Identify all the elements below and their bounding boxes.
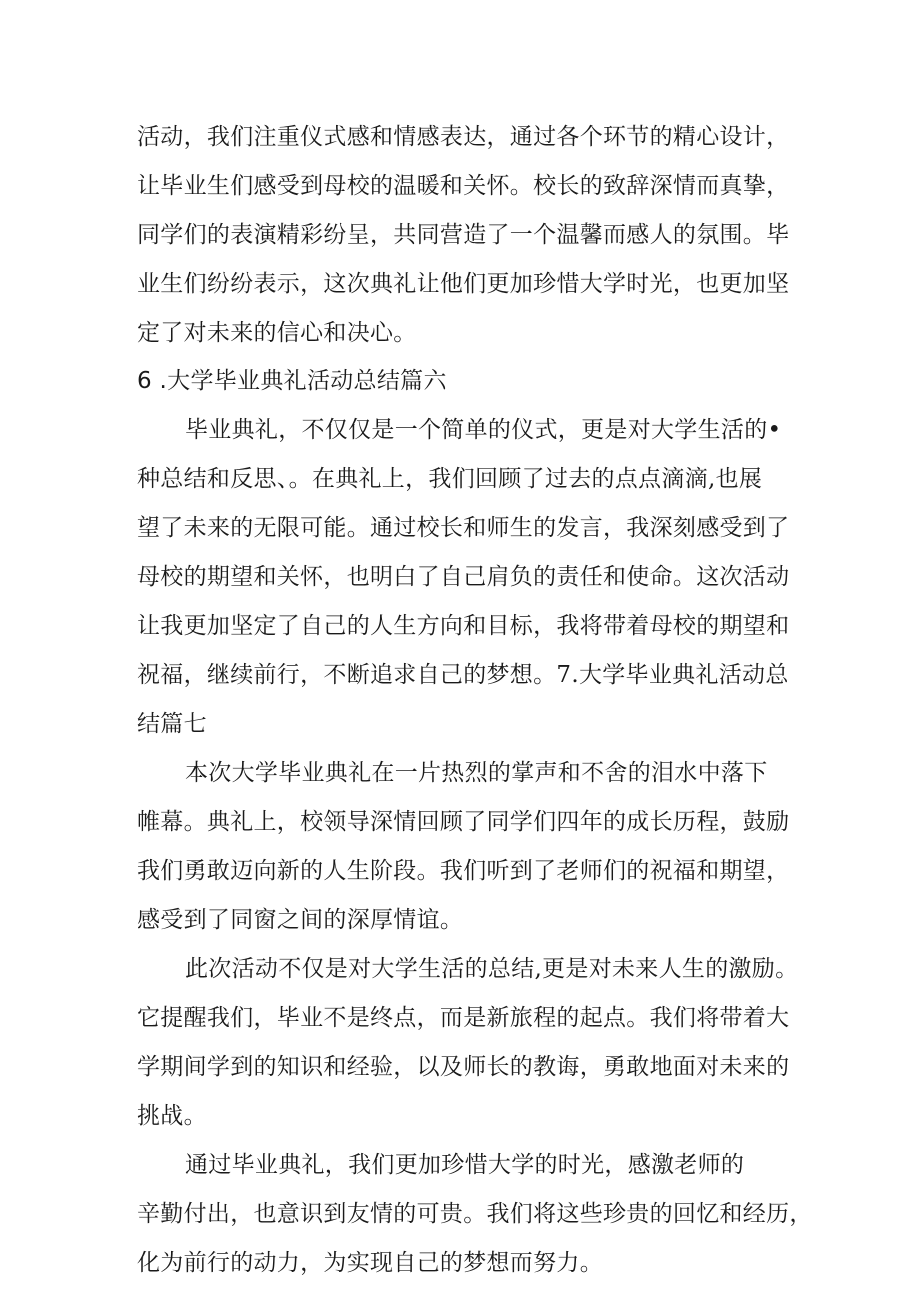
paragraph-line: 让毕业生们感受到母校的温暖和关怀。校长的致辞深情而真挚， [137,173,790,199]
section-heading: 6 .大学毕业典礼活动总结篇六 [137,368,447,394]
paragraph-line: 祝福，继续前行，不断追求自己的梦想。7.大学毕业典礼活动总 [137,662,789,688]
paragraph-line: 通过毕业典礼，我们更加珍惜大学的时光，感激老师的 [185,1152,745,1178]
paragraph-line: 感受到了同窗之间的深厚情谊。 [137,907,464,933]
paragraph-line: 母校的期望和关怀，也明白了自己肩负的责任和使命。这次活动 [137,564,790,590]
paragraph-line: 帷幕。典礼上，校领导深情回顾了同学们四年的成长历程，鼓励 [137,809,790,835]
paragraph-line: 它提醒我们，毕业不是终点，而是新旅程的起点。我们将带着大 [137,1005,790,1031]
paragraph-line: 此次活动不仅是对大学生活的总结,更是对未来人生的激励。 [185,956,799,982]
paragraph-line: 辛勤付出，也意识到友情的可贵。我们将这些珍贵的回忆和经历， [137,1201,813,1227]
paragraph-line: 化为前行的动力，为实现自己的梦想而努力。 [137,1250,603,1276]
paragraph-line: 望了未来的无限可能。通过校长和师生的发言，我深刻感受到了 [137,515,790,541]
paragraph-line: 让我更加坚定了自己的人生方向和目标，我将带着母校的期望和 [137,613,790,639]
paragraph-line: 毕业典礼，不仅仅是一个简单的仪式，更是对大学生活的• [185,417,782,443]
paragraph-line: 挑战。 [137,1103,207,1129]
paragraph-line: 学期间学到的知识和经验，以及师长的教诲，勇敢地面对未来的 [137,1054,790,1080]
paragraph-line: 同学们的表演精彩纷呈，共同营造了一个温馨而感人的氛围。毕 [137,222,790,248]
paragraph-line: 种总结和反思、。在典礼上，我们回顾了过去的点点滴滴,也展 [137,466,763,492]
paragraph-line: 我们勇敢迈向新的人生阶段。我们听到了老师们的祝福和期望， [137,858,790,884]
paragraph-line: 定了对未来的信心和决心。 [137,320,417,346]
paragraph-line: 业生们纷纷表示，这次典礼让他们更加珍惜大学时光，也更加坚 [137,271,790,297]
paragraph-line: 本次大学毕业典礼在一片热烈的掌声和不舍的泪水中落下 [185,760,768,786]
paragraph-line: 活动，我们注重仪式感和情感表达，通过各个环节的精心设计， [137,124,790,150]
paragraph-line: 结篇七 [137,711,207,737]
